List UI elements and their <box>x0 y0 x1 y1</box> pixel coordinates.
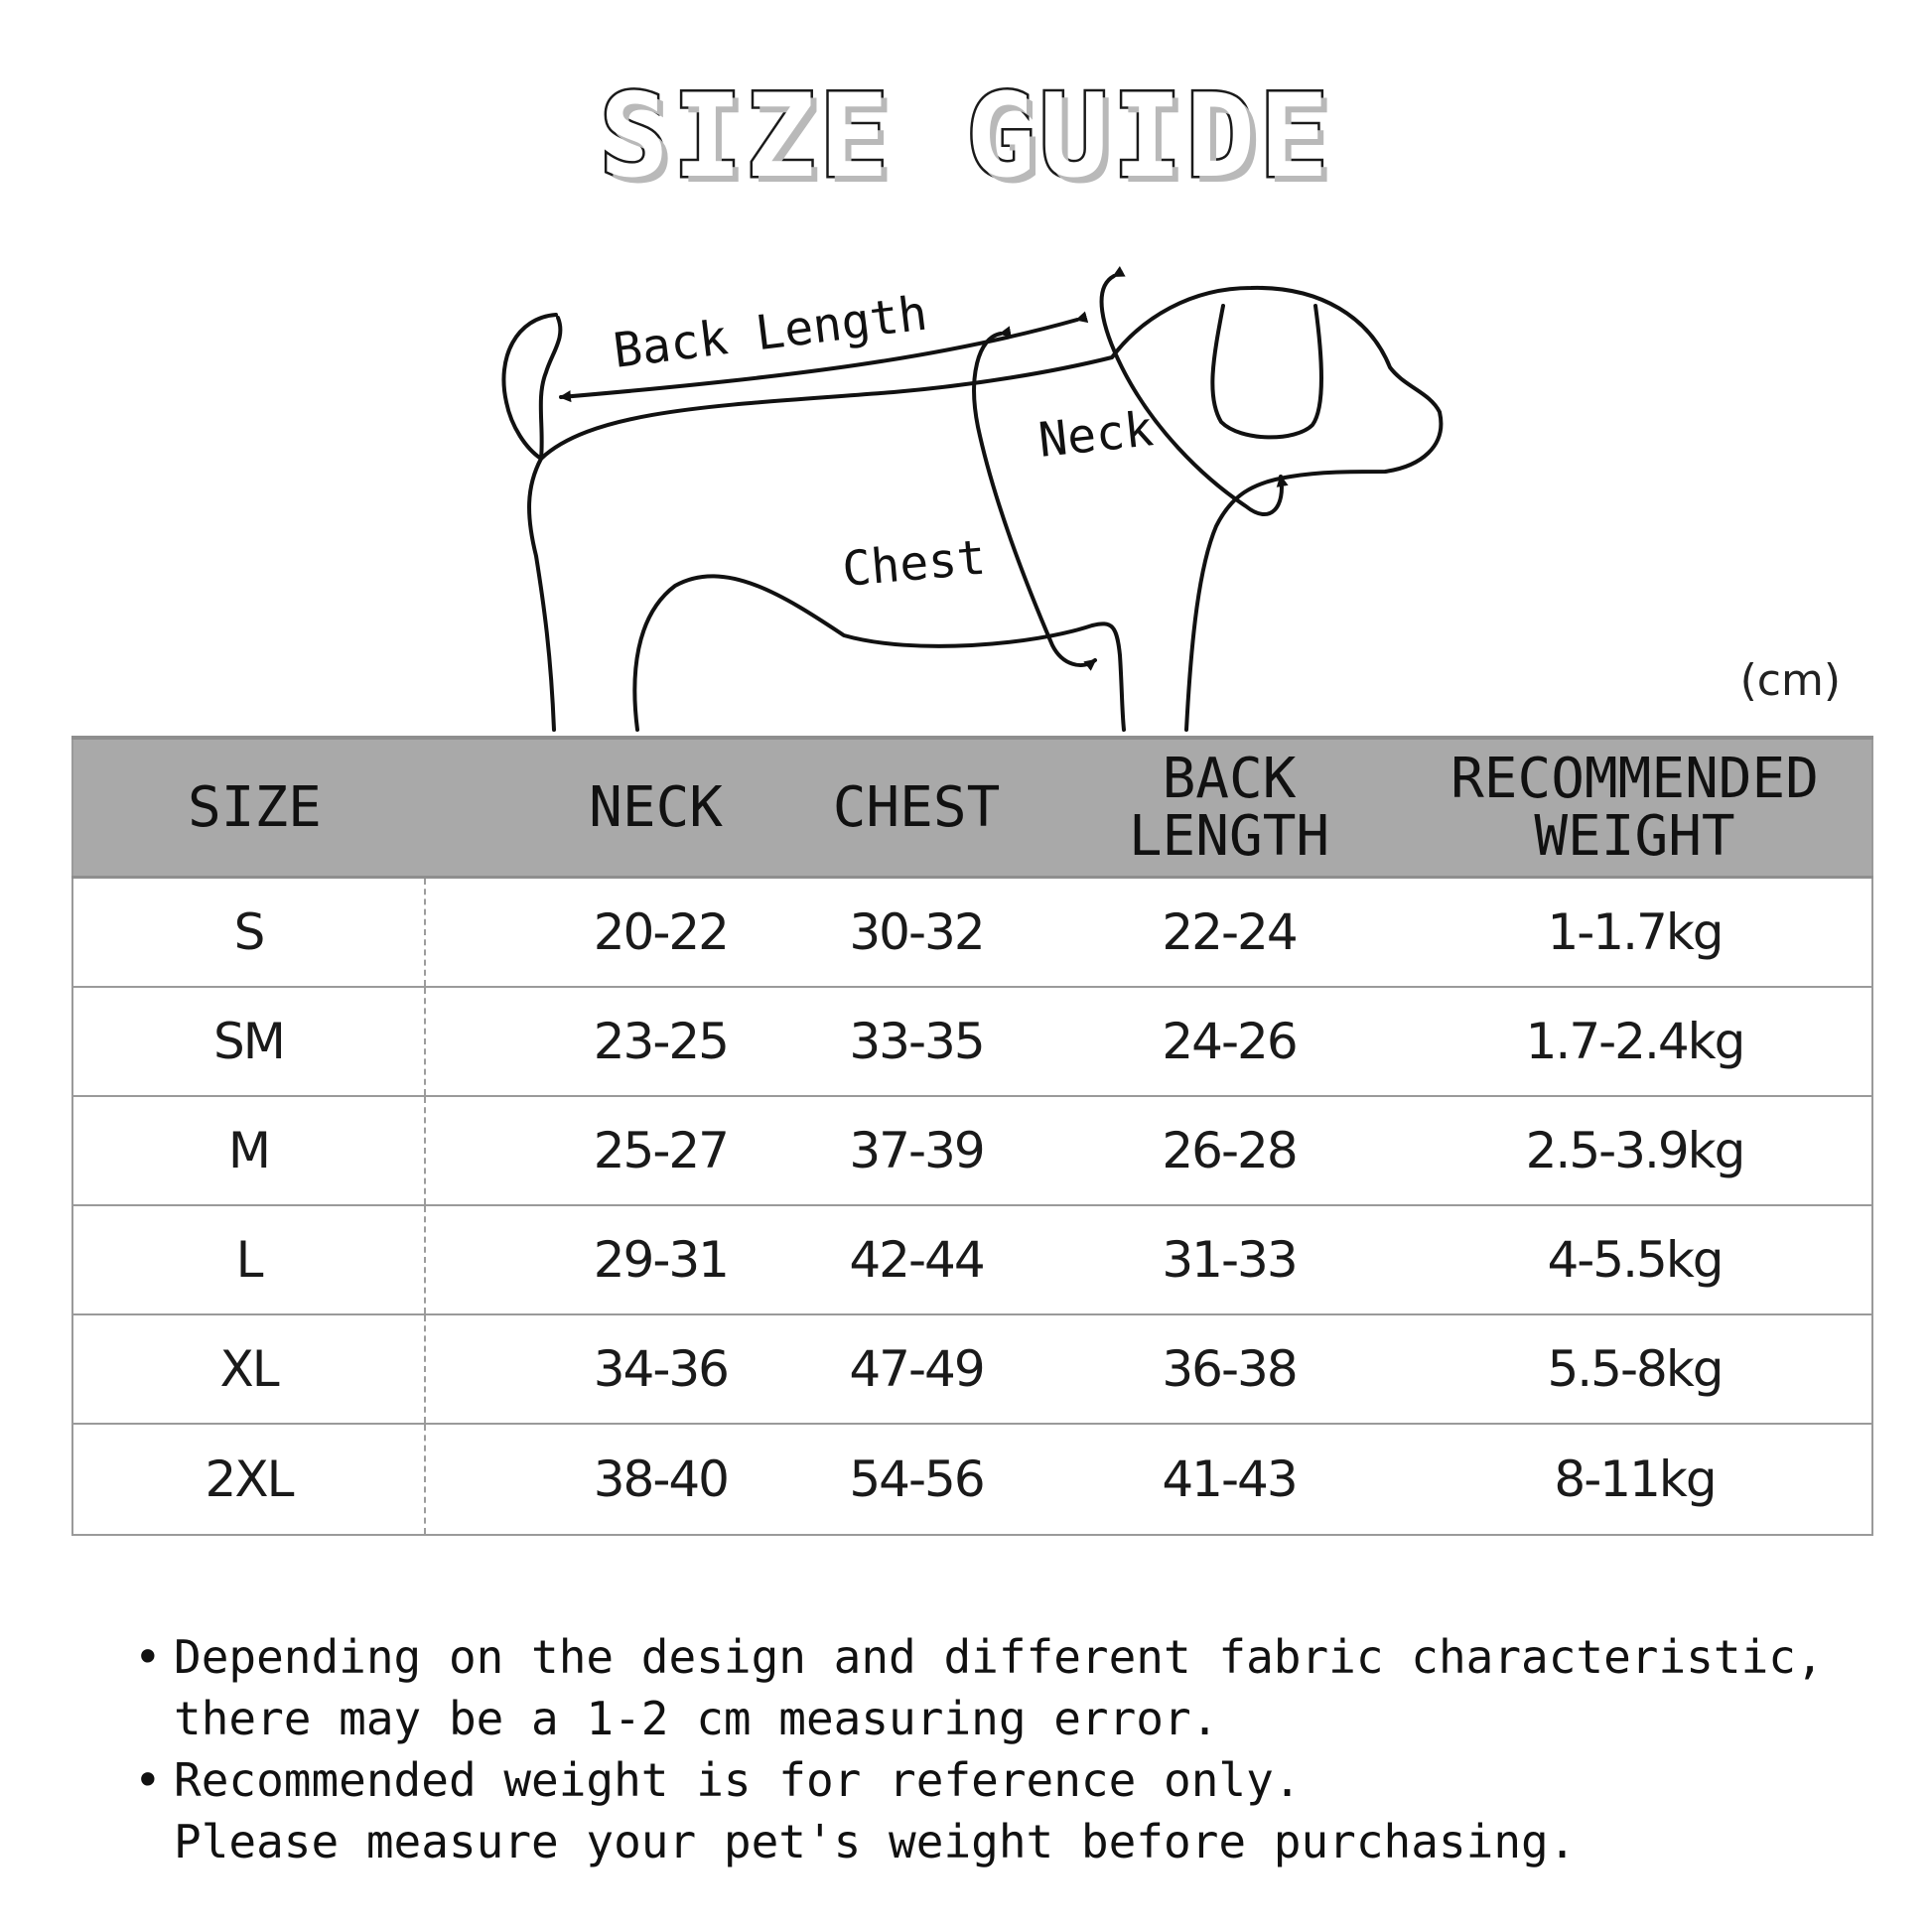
cell-size: S <box>72 878 425 988</box>
neck-label: Neck <box>1035 401 1157 469</box>
cell-weight: 4-5.5kg <box>1398 1205 1872 1314</box>
table-header-row <box>72 738 1872 878</box>
table-row <box>72 1314 1872 1424</box>
cell-weight: 2.5-3.9kg <box>1398 1096 1872 1205</box>
bullet-icon: • <box>134 1630 162 1684</box>
chest-arrow <box>974 334 1095 665</box>
cell-weight: 1.7-2.4kg <box>1398 987 1872 1096</box>
cell-chest: 42-44 <box>772 1205 1060 1314</box>
note-item <box>129 1749 1824 1872</box>
dog-measurement-diagram <box>0 189 1932 745</box>
cell-chest: 33-35 <box>772 987 1060 1096</box>
cell-size: XL <box>72 1314 425 1424</box>
cell-back-length: 31-33 <box>1060 1205 1398 1314</box>
note-item <box>129 1626 1824 1749</box>
cell-size: 2XL <box>72 1424 425 1535</box>
cell-weight: 1-1.7kg <box>1398 878 1872 988</box>
cell-chest: 47-49 <box>772 1314 1060 1424</box>
cell-back-length: 22-24 <box>1060 878 1398 988</box>
note-text: Recommended weight is for reference only. <box>174 1753 1302 1807</box>
cell-neck: 23-25 <box>425 987 772 1096</box>
cell-weight: 5.5-8kg <box>1398 1314 1872 1424</box>
header-size: SIZE <box>72 738 425 878</box>
header-neck: NECK <box>425 738 772 878</box>
notes-list <box>129 1626 1824 1872</box>
bullet-icon: • <box>134 1753 162 1807</box>
cell-neck: 29-31 <box>425 1205 772 1314</box>
cell-back-length: 24-26 <box>1060 987 1398 1096</box>
cell-back-length: 41-43 <box>1060 1424 1398 1535</box>
neck-arrow <box>1102 276 1282 514</box>
page-title: SIZE GUIDE <box>599 69 1333 204</box>
cell-back-length: 26-28 <box>1060 1096 1398 1205</box>
note-text: Depending on the design and different fabric characteristic, <box>174 1630 1824 1684</box>
note-text: there may be a 1-2 cm measuring error. <box>174 1692 1219 1745</box>
cell-chest: 54-56 <box>772 1424 1060 1535</box>
dog-tail-outline <box>503 315 560 459</box>
cell-back-length: 36-38 <box>1060 1314 1398 1424</box>
cell-size: M <box>72 1096 425 1205</box>
cell-size: L <box>72 1205 425 1314</box>
table-row <box>72 878 1872 988</box>
header-chest: CHEST <box>772 738 1060 878</box>
dog-belly-outline <box>634 576 1124 730</box>
table-row <box>72 1424 1872 1535</box>
cell-neck: 25-27 <box>425 1096 772 1205</box>
cell-chest: 30-32 <box>772 878 1060 988</box>
cell-chest: 37-39 <box>772 1096 1060 1205</box>
unit-label: (cm) <box>1739 655 1841 706</box>
back-length-label: Back Length <box>610 285 930 379</box>
cell-neck: 20-22 <box>425 878 772 988</box>
header-recommended-weight: RECOMMENDED WEIGHT <box>1398 738 1872 878</box>
table-row <box>72 1096 1872 1205</box>
dog-ear-outline <box>1212 306 1321 437</box>
cell-weight: 8-11kg <box>1398 1424 1872 1535</box>
note-text: Please measure your pet's weight before purchasing. <box>174 1815 1577 1868</box>
header-back-length: BACK LENGTH <box>1060 738 1398 878</box>
size-table <box>71 736 1873 1536</box>
chest-label: Chest <box>840 529 988 598</box>
table-row <box>72 987 1872 1096</box>
table-row <box>72 1205 1872 1314</box>
cell-size: SM <box>72 987 425 1096</box>
cell-neck: 38-40 <box>425 1424 772 1535</box>
cell-neck: 34-36 <box>425 1314 772 1424</box>
